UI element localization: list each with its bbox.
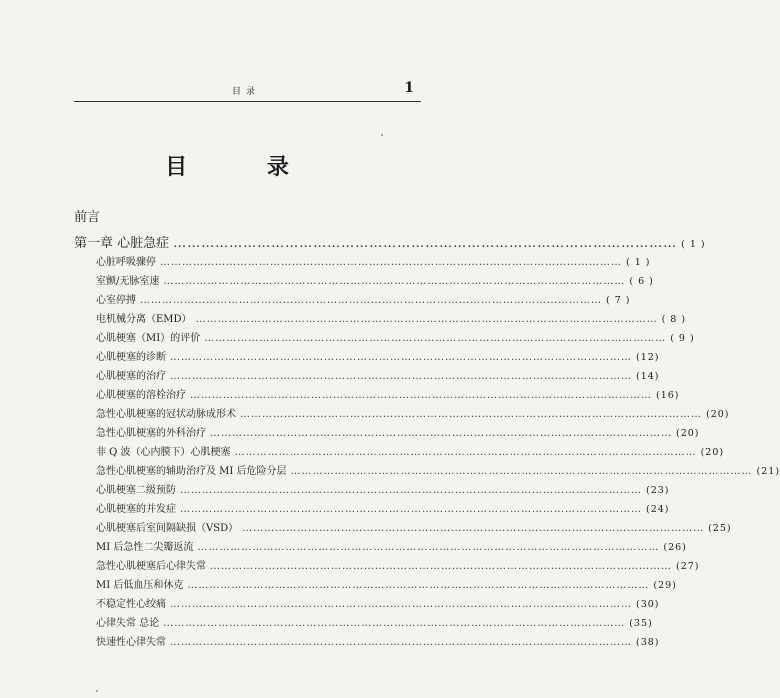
toc-entry-row <box>96 519 732 534</box>
toc-entry-page: ( 7 ) <box>606 295 631 306</box>
running-head <box>72 82 422 100</box>
toc-entry-page: (20) <box>700 447 725 458</box>
toc-entry-row <box>96 424 700 439</box>
toc-entry-row <box>96 348 660 363</box>
toc-entry-row <box>96 462 780 477</box>
toc-entry-row <box>96 557 700 572</box>
toc-entry-row <box>96 614 653 629</box>
toc-chapter-page: ( 1 ) <box>681 239 706 250</box>
toc-entry-label: 电机械分离（EMD） <box>96 314 192 325</box>
toc-entry-page: (16) <box>656 390 680 401</box>
dot-leader: ……………………………………………………………………………………………………………… <box>210 428 672 439</box>
toc-entry-row <box>96 576 677 591</box>
toc-entry-label: 心肌梗塞二级预防 <box>96 485 176 496</box>
dot-leader: ……………………………………………………………………………………………………………… <box>163 276 626 287</box>
page-number: 1 <box>404 80 414 96</box>
toc-entry-row <box>96 405 730 420</box>
toc-entry-page: (21) <box>756 466 780 477</box>
dot-leader: ……………………………………………………………………………………………………………… <box>204 333 667 344</box>
toc-entry-row <box>96 481 670 496</box>
preface-entry: 前言 <box>74 210 101 225</box>
toc-entry-page: (27) <box>676 561 700 572</box>
toc-entry-row <box>96 538 687 553</box>
toc-entry-label: 心肌梗塞的治疗 <box>96 371 166 382</box>
toc-entry-page: (20) <box>706 409 730 420</box>
toc-chapter-row <box>74 232 706 251</box>
toc-entry-row <box>96 386 680 401</box>
dot-leader: ……………………………………………………………………………………………………………… <box>140 295 602 306</box>
toc-entry-label: 非 Q 波（心内膜下）心肌梗塞 <box>96 447 231 458</box>
toc-entry-label: 心肌梗塞后室间隔缺损（VSD） <box>96 523 239 534</box>
dot-leader: ……………………………………………………………………………………………………………… <box>170 371 632 382</box>
toc-entry-row <box>96 329 695 344</box>
toc-entry-page: (38) <box>636 637 660 648</box>
dot-leader: ……………………………………………………………………………………………………………… <box>290 466 753 477</box>
toc-entry-page: (25) <box>708 523 732 534</box>
dot-leader: ……………………………………………………………………………………………………………… <box>210 561 672 572</box>
dot-leader: ……………………………………………………………………………………………………………… <box>234 447 697 458</box>
toc-entry-label: 心肌梗塞的并发症 <box>96 504 176 515</box>
dot-leader: ……………………………………………………………………………………………………………… <box>197 542 660 553</box>
running-head-title: 目 录 <box>232 87 256 97</box>
toc-entry-label: 室颤/无脉室速 <box>96 276 160 287</box>
toc-entry-label: 不稳定性心绞痛 <box>96 599 166 610</box>
toc-entry-page: (35) <box>629 618 653 629</box>
toc-entry-label: 心肌梗塞（MI）的评价 <box>96 333 201 344</box>
dot-leader: ……………………………………………………………………………………………………………… <box>160 257 622 268</box>
toc-entry-row <box>96 310 687 325</box>
toc-entry-page: (30) <box>636 599 660 610</box>
toc-entry-row <box>96 500 670 515</box>
page-title: 目 录 <box>165 154 325 180</box>
toc-entry-label: 心律失常 总论 <box>96 618 160 629</box>
dot-leader: ……………………………………………………………………………………………………………… <box>242 523 705 534</box>
dot-leader: ……………………………………………………………………………………………… <box>173 236 678 251</box>
toc-entry-label: 快速性心律失常 <box>96 637 166 648</box>
dot-leader: ……………………………………………………………………………………………………………… <box>163 618 626 629</box>
toc-entry-page: (29) <box>653 580 677 591</box>
toc-entry-page: ( 8 ) <box>661 314 687 325</box>
toc-entry-page: (14) <box>636 371 660 382</box>
toc-entry-row <box>96 272 654 287</box>
toc-entry-row <box>96 595 660 610</box>
toc-entry-label: 急性心肌梗塞的冠状动脉成形术 <box>96 409 236 420</box>
toc-entry-label: 急性心肌梗塞的外科治疗 <box>96 428 206 439</box>
dot-leader: ……………………………………………………………………………………………………………… <box>195 314 658 325</box>
toc-entry-page: (24) <box>646 504 670 515</box>
toc-entry-page: (12) <box>636 352 660 363</box>
print-speck <box>96 690 98 692</box>
print-speck <box>381 134 383 136</box>
toc-entry-label: MI 后低血压和休克 <box>96 580 184 591</box>
dot-leader: ……………………………………………………………………………………………………………… <box>170 599 632 610</box>
toc-entry-label: 急性心肌梗塞后心律失常 <box>96 561 206 572</box>
toc-entry-label: 心肌梗塞的诊断 <box>96 352 166 363</box>
toc-entry-page: ( 1 ) <box>626 257 651 268</box>
toc-entry-row <box>96 367 660 382</box>
toc-entry-page: ( 6 ) <box>629 276 654 287</box>
dot-leader: ……………………………………………………………………………………………………………… <box>190 390 652 401</box>
toc-entry-row <box>96 291 631 306</box>
dot-leader: ……………………………………………………………………………………………………………… <box>180 485 642 496</box>
dot-leader: ……………………………………………………………………………………………………………… <box>170 352 632 363</box>
dot-leader: ……………………………………………………………………………………………………………… <box>170 637 632 648</box>
dot-leader: ……………………………………………………………………………………………………………… <box>187 580 650 591</box>
toc-entry-label: 心脏呼吸骤停 <box>96 257 156 268</box>
toc-entry-page: (26) <box>663 542 687 553</box>
toc-entry-row <box>96 253 651 268</box>
dot-leader: ……………………………………………………………………………………………………………… <box>180 504 642 515</box>
toc-entry-page: (20) <box>676 428 700 439</box>
toc-entry-label: 心肌梗塞的溶栓治疗 <box>96 390 186 401</box>
toc-entry-row <box>96 443 725 458</box>
header-rule <box>74 101 421 102</box>
dot-leader: ……………………………………………………………………………………………………………… <box>240 409 702 420</box>
toc-entry-row <box>96 633 660 648</box>
toc-chapter-label: 第一章 心脏急症 <box>74 236 170 251</box>
toc-entry-label: 心室停搏 <box>96 295 136 306</box>
toc-entry-page: (23) <box>646 485 670 496</box>
toc-entry-page: ( 9 ) <box>670 333 695 344</box>
toc-entry-label: MI 后急性二尖瓣返流 <box>96 542 194 553</box>
toc-entry-label: 急性心肌梗塞的辅助治疗及 MI 后危险分层 <box>96 466 287 477</box>
